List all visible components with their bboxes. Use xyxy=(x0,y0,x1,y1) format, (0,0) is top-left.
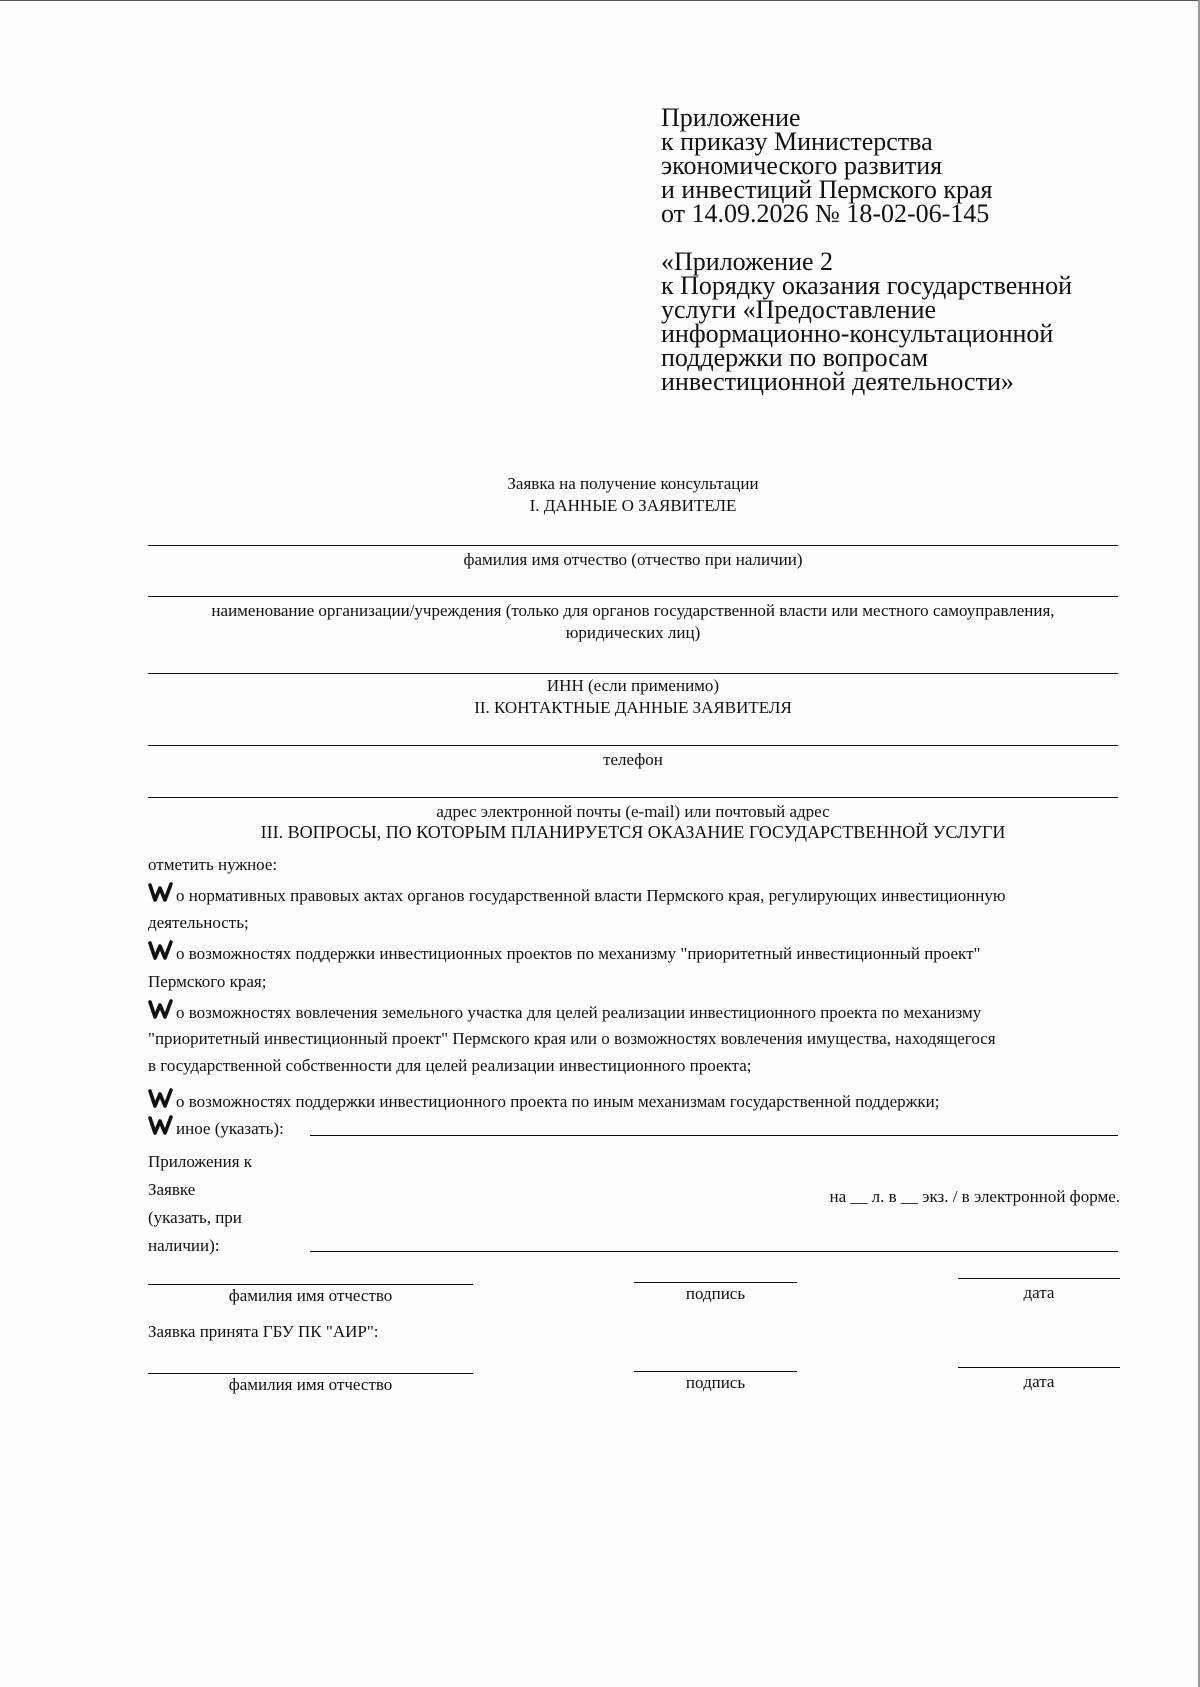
header-line: информационно-консультационной xyxy=(661,319,1054,348)
attachments-label-line: наличии): xyxy=(148,1236,220,1255)
organization-caption-line1: наименование организации/учреждения (только для органов государственной власти или местного самоуправления, xyxy=(211,601,1055,620)
checkmark-icon xyxy=(148,998,174,1018)
option-text-continuation: Пермского края; xyxy=(148,972,267,991)
other-specify-field-line[interactable] xyxy=(310,1135,1118,1136)
header-line: услуги «Предоставление xyxy=(661,295,937,324)
phone-field-line[interactable] xyxy=(148,745,1118,746)
inn-field-line[interactable] xyxy=(148,673,1118,674)
header-line: поддержки по вопросам xyxy=(661,343,929,372)
inn-caption: ИНН (если применимо) xyxy=(546,676,720,695)
organization-field-line[interactable] xyxy=(148,596,1118,597)
receiver-fio-line[interactable] xyxy=(148,1373,473,1374)
option-normative-acts[interactable] xyxy=(148,881,1006,906)
option-text: иное (указать): xyxy=(176,1119,284,1138)
option-land-involvement[interactable] xyxy=(148,998,981,1023)
section1-heading: I. ДАННЫЕ О ЗАЯВИТЕЛЕ xyxy=(529,496,737,515)
section2-heading: II. КОНТАКТНЫЕ ДАННЫЕ ЗАЯВИТЕЛЯ xyxy=(474,698,792,717)
option-priority-project[interactable] xyxy=(148,939,980,964)
option-text: о нормативных правовых актах органов государственной власти Пермского края, регулирующих инвестиционную xyxy=(176,886,1006,905)
attachments-label-line: Заявке xyxy=(148,1180,196,1199)
applicant-date-caption: дата xyxy=(1023,1283,1055,1302)
appendix-procedure-block xyxy=(661,247,1073,396)
header-line: экономического развития xyxy=(661,151,943,180)
checkmark-icon xyxy=(148,939,174,959)
header-line: от 14.09.2026 № 18-02-06-145 xyxy=(661,199,990,228)
section3-instruction: отметить нужное: xyxy=(148,855,278,874)
fio-field-line[interactable] xyxy=(148,545,1118,546)
option-text-continuation: деятельность; xyxy=(148,913,249,932)
attachments-field-line[interactable] xyxy=(310,1251,1118,1252)
option-text: о возможностях поддержки инвестиционных проектов по механизму "приоритетный инвестиционный проект" xyxy=(176,944,981,963)
checkmark-icon xyxy=(148,881,174,901)
receiver-signature-caption: подпись xyxy=(685,1373,746,1392)
checkmark-icon xyxy=(148,1114,174,1134)
header-line: и инвестиций Пермского края xyxy=(661,175,993,204)
header-line: «Приложение 2 xyxy=(661,247,834,276)
email-caption: адрес электронной почты (e-mail) или почтовый адрес xyxy=(436,802,830,821)
option-text-continuation: в государственной собственности для целей реализации инвестиционного проекта; xyxy=(148,1056,752,1075)
form-title: Заявка на получение консультации xyxy=(507,474,759,493)
email-field-line[interactable] xyxy=(148,797,1118,798)
organization-caption-line2: юридических лиц) xyxy=(565,623,701,642)
header-line: к приказу Министерства xyxy=(661,127,933,156)
fio-caption: фамилия имя отчество (отчество при наличии) xyxy=(463,550,803,569)
applicant-signature-line[interactable] xyxy=(634,1282,797,1283)
option-text-continuation: "приоритетный инвестиционный проект" Пермского края или о возможностях вовлечения имущества, находящегося xyxy=(148,1029,996,1048)
appendix-order-block xyxy=(661,103,993,228)
attachments-label-line: (указать, при xyxy=(148,1208,242,1227)
checkmark-icon xyxy=(148,1087,174,1107)
header-line: к Порядку оказания государственной xyxy=(661,271,1073,300)
option-text: о возможностях поддержки инвестиционного проекта по иным механизмам государственной поддержки; xyxy=(176,1092,940,1111)
header-line: Приложение xyxy=(661,103,801,132)
receiver-fio-caption: фамилия имя отчество xyxy=(228,1375,393,1394)
attachments-label-line: Приложения к xyxy=(148,1152,253,1171)
applicant-date-line[interactable] xyxy=(958,1278,1120,1279)
applicant-fio-caption: фамилия имя отчество xyxy=(228,1286,393,1305)
option-other-mechanisms[interactable] xyxy=(148,1087,939,1112)
receiver-date-line[interactable] xyxy=(958,1367,1120,1368)
accepted-by-label: Заявка принята ГБУ ПК "АИР": xyxy=(148,1322,379,1341)
section3-heading: III. ВОПРОСЫ, ПО КОТОРЫМ ПЛАНИРУЕТСЯ ОКАЗАНИЕ ГОСУДАРСТВЕННОЙ УСЛУГИ xyxy=(260,822,1006,842)
attachments-label xyxy=(148,1148,252,1260)
option-text: о возможностях вовлечения земельного участка для целей реализации инвестиционного проекта по механизму xyxy=(176,1003,982,1022)
option-other-specify[interactable] xyxy=(148,1114,284,1139)
receiver-date-caption: дата xyxy=(1023,1372,1055,1391)
header-line: инвестиционной деятельности» xyxy=(661,367,1014,396)
receiver-signature-line[interactable] xyxy=(634,1371,797,1372)
scan-edge xyxy=(0,0,1200,1)
applicant-signature-caption: подпись xyxy=(685,1284,746,1303)
attachments-pages-text: на __ л. в __ экз. / в электронной форме. xyxy=(829,1187,1120,1206)
applicant-fio-line[interactable] xyxy=(148,1284,473,1285)
phone-caption: телефон xyxy=(603,750,663,769)
